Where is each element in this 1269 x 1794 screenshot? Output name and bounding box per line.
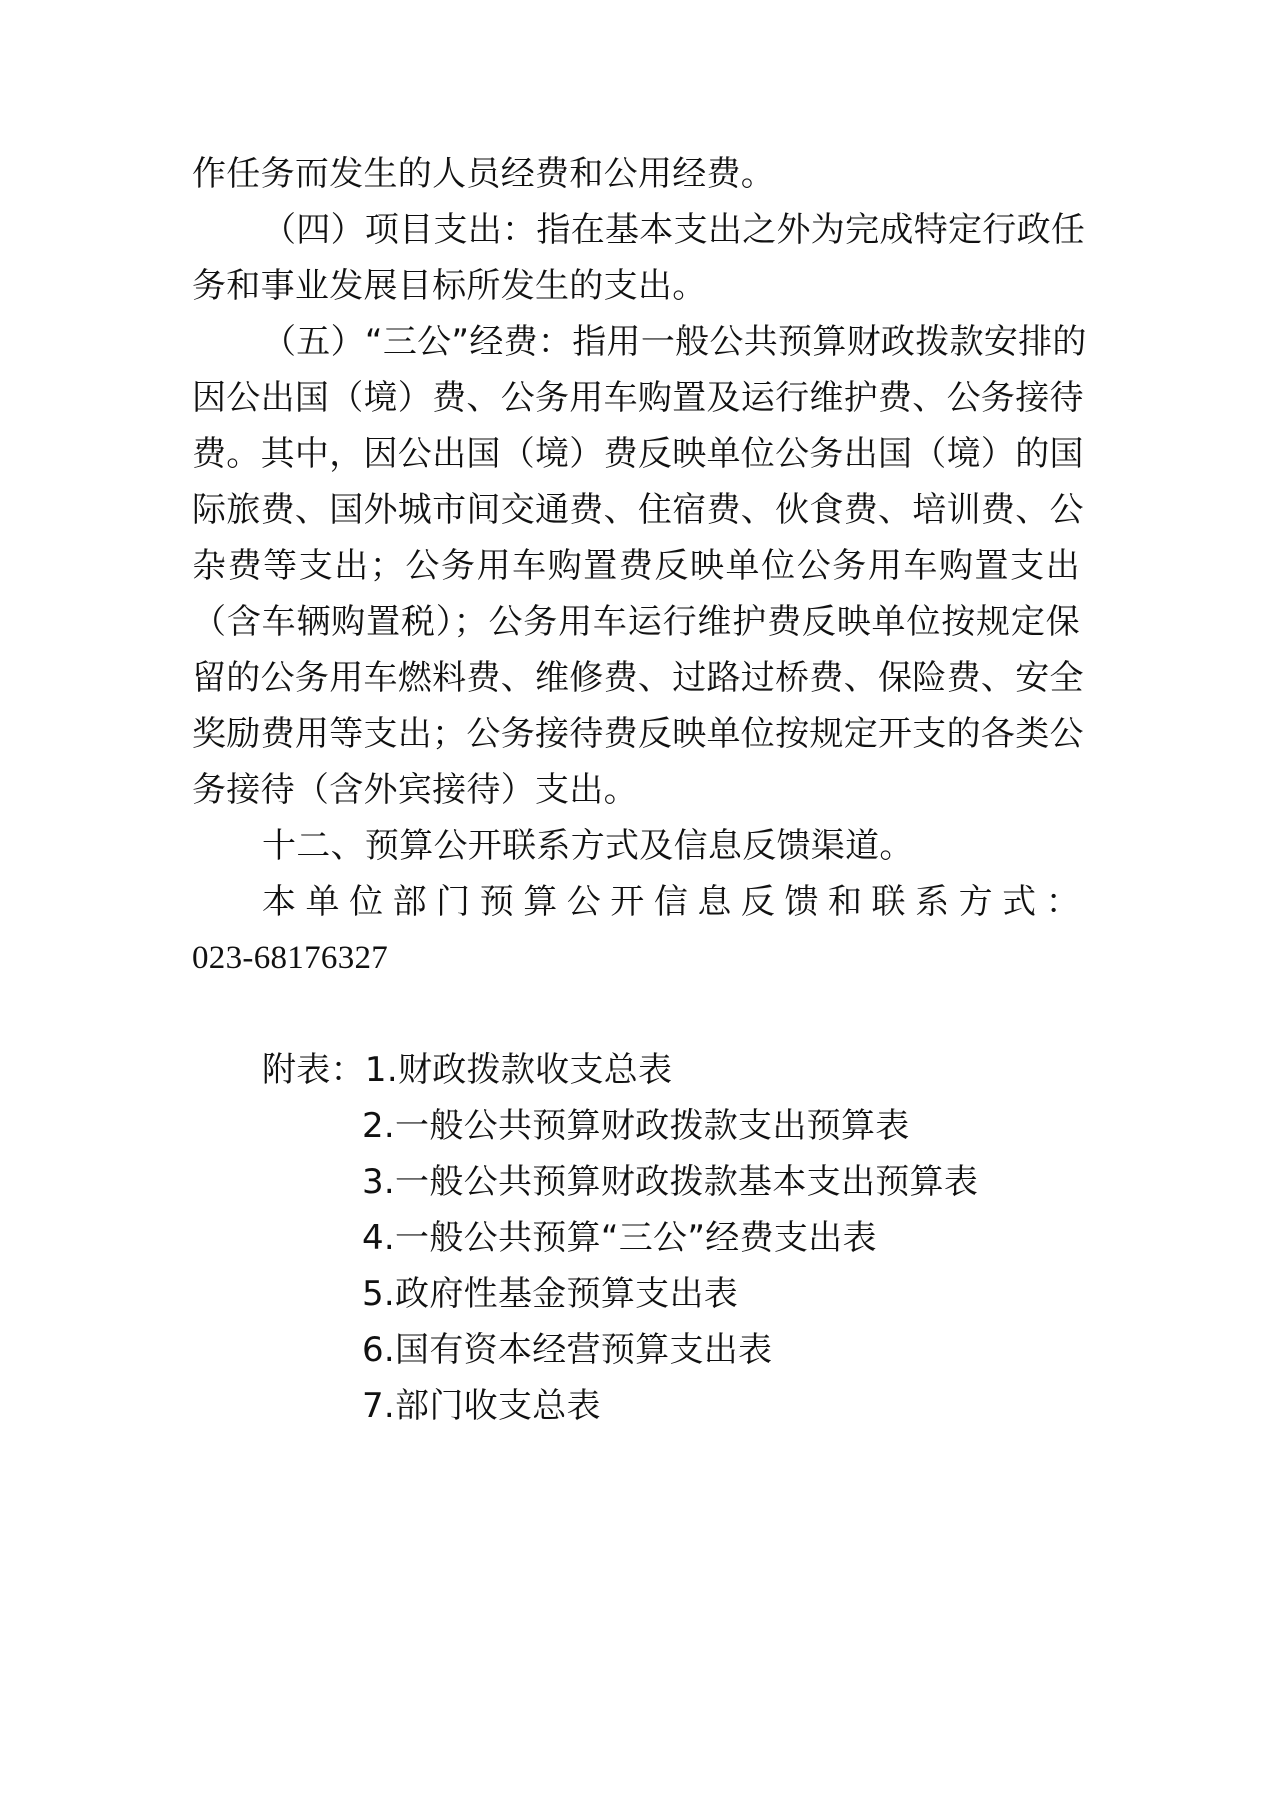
appendix-item: 3.一般公共预算财政拨款基本支出预算表 [362, 1162, 979, 1202]
appendix-item: 1.财政拨款收支总表 [364, 1050, 673, 1090]
appendix-item: 7.部门收支总表 [362, 1386, 601, 1426]
paragraph-line: 作任务而发生的人员经费和公用经费。 [192, 154, 776, 194]
paragraph-line: 因公出国（境）费、公务用车购置及运行维护费、公务接待 [192, 378, 1084, 418]
appendix-item: 4.一般公共预算“三公”经费支出表 [362, 1218, 877, 1258]
appendix-item: 6.国有资本经营预算支出表 [362, 1330, 773, 1370]
paragraph-line: 本单位部门预算公开信息反馈和联系方式： [262, 882, 1080, 922]
paragraph-line: （含车辆购置税）；公务用车运行维护费反映单位按规定保 [192, 602, 1080, 642]
paragraph-line: （五）“三公”经费：指用一般公共预算财政拨款安排的 [262, 322, 1087, 362]
section-heading: 十二、预算公开联系方式及信息反馈渠道。 [262, 826, 914, 866]
appendix-heading [262, 1050, 672, 1090]
appendix-item: 2.一般公共预算财政拨款支出预算表 [362, 1106, 910, 1146]
paragraph-line: （四）项目支出：指在基本支出之外为完成特定行政任 [262, 210, 1086, 250]
appendix-heading-label: 附表： [262, 1050, 365, 1090]
paragraph-line: 费。其中，因公出国（境）费反映单位公务出国（境）的国 [192, 434, 1084, 474]
paragraph-line: 奖励费用等支出；公务接待费反映单位按规定开支的各类公 [192, 714, 1084, 754]
paragraph-line: 际旅费、国外城市间交通费、住宿费、伙食费、培训费、公 [192, 490, 1084, 530]
paragraph-line: 杂费等支出；公务用车购置费反映单位公务用车购置支出 [192, 546, 1080, 586]
appendix-item: 5.政府性基金预算支出表 [362, 1274, 739, 1314]
paragraph-line: 留的公务用车燃料费、维修费、过路过桥费、保险费、安全 [192, 658, 1084, 698]
paragraph-line: 务和事业发展目标所发生的支出。 [192, 266, 707, 306]
contact-phone: 023-68176327 [192, 940, 389, 976]
paragraph-line: 务接待（含外宾接待）支出。 [192, 770, 638, 810]
